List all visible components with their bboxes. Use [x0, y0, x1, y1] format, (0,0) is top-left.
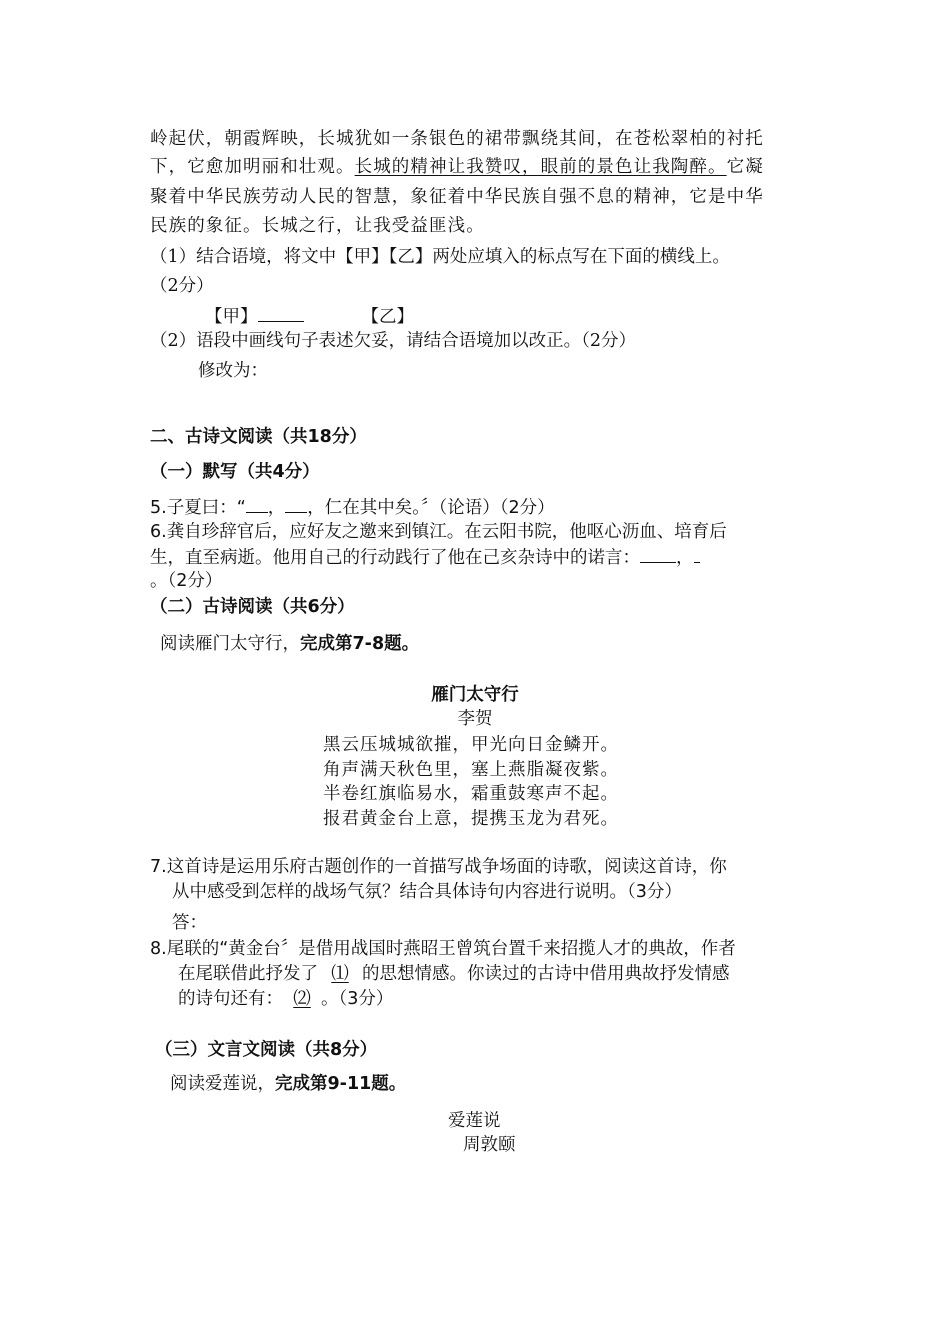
- question-1-line-2: （2分）: [150, 276, 214, 296]
- part-3-intro: [170, 1073, 406, 1095]
- question-8-line-2: [178, 963, 730, 985]
- question-7-line-1: 7.这首诗是运用乐府古题创作的一首描写战争场面的诗歌，阅读这首诗，你: [150, 857, 727, 877]
- question-8-line-3-a: 的诗句还有：: [178, 989, 283, 1009]
- question-8-line-2-b: 的思想情感。你读过的古诗中借用典故抒发情感: [362, 964, 730, 984]
- part-2-intro: [160, 633, 419, 655]
- underlined-sentence: 长城的精神让我赞叹，眼前的景色让我陶醉。: [354, 157, 727, 177]
- poem-author: 李贺: [457, 709, 493, 729]
- question-6-line-2: [150, 546, 700, 569]
- question-8-blank-2[interactable]: ⑵: [293, 989, 311, 1009]
- question-5: [150, 496, 555, 519]
- question-6-line-3: 。（2分）: [150, 571, 223, 591]
- question-6-blank-1[interactable]: [640, 546, 676, 563]
- question-5-suffix: ，仁在其中矣。〞（论语）（2分）: [307, 498, 555, 518]
- passage-line-2: [150, 156, 764, 178]
- passage-line-1: 岭起伏，朝霞辉映，长城犹如一条银色的裙带飘绕其间，在苍松翠柏的衬托: [150, 129, 764, 149]
- section-2-title: 二、古诗文阅读（共18分）: [150, 427, 367, 447]
- question-5-comma: ，: [267, 498, 286, 518]
- question-6-line-2-text: 生，直至病逝。他用自己的行动践行了他在己亥杂诗中的诺言：: [150, 548, 640, 568]
- part-3-title: （三）文言文阅读（共8分）: [155, 1040, 378, 1060]
- question-2-line-2: 修改为：: [198, 361, 268, 381]
- question-1-answer-row: [205, 305, 414, 328]
- poem-line-3: 半卷红旗临易水，霜重鼓寒声不起。: [323, 784, 619, 804]
- question-8-blank-1[interactable]: ⑴: [331, 964, 349, 984]
- jia-blank[interactable]: [258, 305, 304, 322]
- part-2-intro-b: 完成第7-8题。: [300, 634, 420, 654]
- part-3-intro-a: 阅读爱莲说，: [170, 1074, 275, 1094]
- part-3-intro-b: 完成第9-11题。: [275, 1074, 407, 1094]
- passage-line-2-plain: 下，它愈加明丽和壮观。: [150, 157, 355, 177]
- question-2-line-1: （2）语段中画线句子表述欠妥，请结合语境加以改正。（2分）: [150, 331, 637, 351]
- essay-author: 周敦颐: [463, 1135, 516, 1155]
- question-5-blank-1[interactable]: [246, 496, 268, 513]
- question-7-line-2: 从中感受到怎样的战场气氛？结合具体诗句内容进行说明。（3分）: [172, 882, 682, 902]
- passage-line-4: 民族的象征。长城之行，让我受益匪浅。: [150, 216, 485, 236]
- part-2-intro-a: 阅读雁门太守行，: [160, 634, 300, 654]
- question-6-blank-2[interactable]: [694, 546, 700, 563]
- question-8-line-3: [178, 988, 393, 1010]
- poem-line-2: 角声满天秋色里，塞上燕脂凝夜紫。: [323, 760, 619, 780]
- poem-line-4: 报君黄金台上意，提携玉龙为君死。: [323, 809, 619, 829]
- question-8-line-1: 8.尾联的“黄金台〞是借用战国时燕昭王曾筑台置千来招揽人才的典故，作者: [150, 939, 736, 959]
- passage-line-3: 聚着中华民族劳动人民的智慧，象征着中华民族自强不息的精神，它是中华: [150, 187, 764, 207]
- part-2-title: （二）古诗阅读（共6分）: [150, 597, 355, 617]
- question-5-prefix: 5.子夏曰：“: [150, 498, 246, 518]
- question-1-line-1: （1）结合语境，将文中【甲】【乙】两处应填入的标点写在下面的横线上。: [150, 247, 730, 267]
- question-7-answer-label: 答：: [172, 913, 207, 933]
- poem-title: 雁门太守行: [431, 685, 519, 705]
- question-8-line-3-b: 。（3分）: [321, 989, 394, 1009]
- question-6-comma: ，: [676, 548, 694, 568]
- passage-line-2-tail: 它凝: [726, 157, 764, 177]
- part-1-title: （一）默写（共4分）: [150, 462, 320, 482]
- question-6-line-1: 6.龚自珍辞官后，应好友之邀来到镇江。在云阳书院，他呕心沥血、培育后: [150, 522, 727, 542]
- jia-label: 【甲】: [205, 307, 258, 327]
- essay-title: 爱莲说: [448, 1111, 501, 1131]
- poem-line-1: 黑云压城城欲摧，甲光向日金鳞开。: [323, 735, 619, 755]
- question-8-line-2-a: 在尾联借此抒发了: [178, 964, 318, 984]
- yi-label: 【乙】: [361, 307, 414, 327]
- question-5-blank-2[interactable]: [285, 496, 307, 513]
